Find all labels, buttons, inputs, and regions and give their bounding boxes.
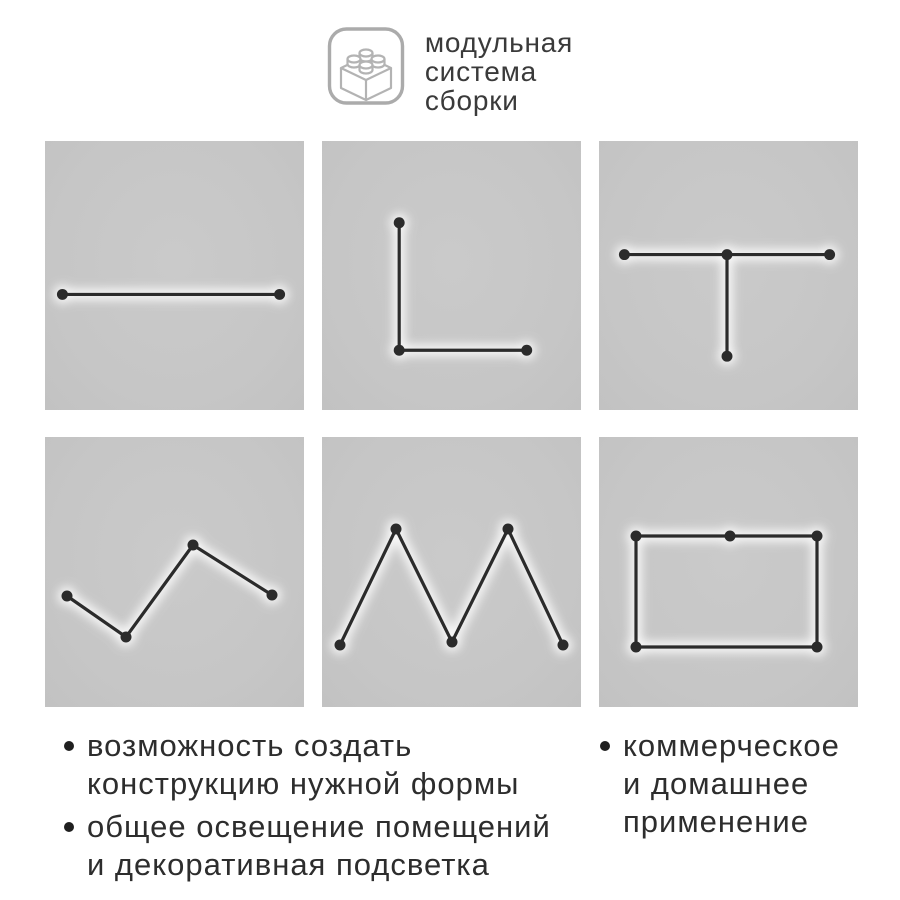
- bullet-icon: [64, 822, 74, 832]
- lamp-shape-t-shape: [599, 141, 858, 410]
- feature-text-line: конструкцию нужной формы: [87, 766, 520, 801]
- tile-straight-line: [45, 141, 304, 410]
- tile-t-shape: [599, 141, 858, 410]
- bullet-icon: [64, 741, 74, 751]
- header: [0, 26, 900, 115]
- feature-text-line: коммерческое: [623, 728, 840, 763]
- feature-text-line: и домашнее: [623, 766, 810, 801]
- feature-text-line: возможность создать: [87, 728, 413, 763]
- feature-text: [87, 808, 551, 884]
- feature-text-line: общее освещение помещений: [87, 809, 551, 844]
- tile-zigzag: [45, 437, 304, 707]
- tile-m-shape: [322, 437, 581, 707]
- feature-text-line: и декоративная подсветка: [87, 847, 490, 882]
- lamp-shape-zigzag: [45, 437, 304, 707]
- bullet-icon: [600, 741, 610, 751]
- page-title-line: модульная: [424, 27, 574, 58]
- lamp-shape-straight-line: [45, 141, 304, 410]
- list-item: [600, 727, 840, 841]
- lamp-shape-m-shape: [322, 437, 581, 707]
- tile-rectangle: [599, 437, 858, 707]
- tile-l-shape: [322, 141, 581, 410]
- feature-text: [623, 727, 840, 841]
- feature-list-left: [64, 727, 551, 889]
- list-item: [64, 808, 551, 884]
- feature-text-line: применение: [623, 804, 809, 839]
- lamp-shape-rectangle: [599, 437, 858, 707]
- feature-list-right: [600, 727, 840, 846]
- list-item: [64, 727, 551, 803]
- lamp-shape-l-shape: [322, 141, 581, 410]
- modular-brick-icon: [327, 26, 405, 106]
- page-title-line: система: [424, 56, 538, 87]
- feature-text: [87, 727, 519, 803]
- configuration-grid: [45, 141, 858, 707]
- page-title: [425, 26, 573, 115]
- page-title-line: сборки: [424, 85, 519, 116]
